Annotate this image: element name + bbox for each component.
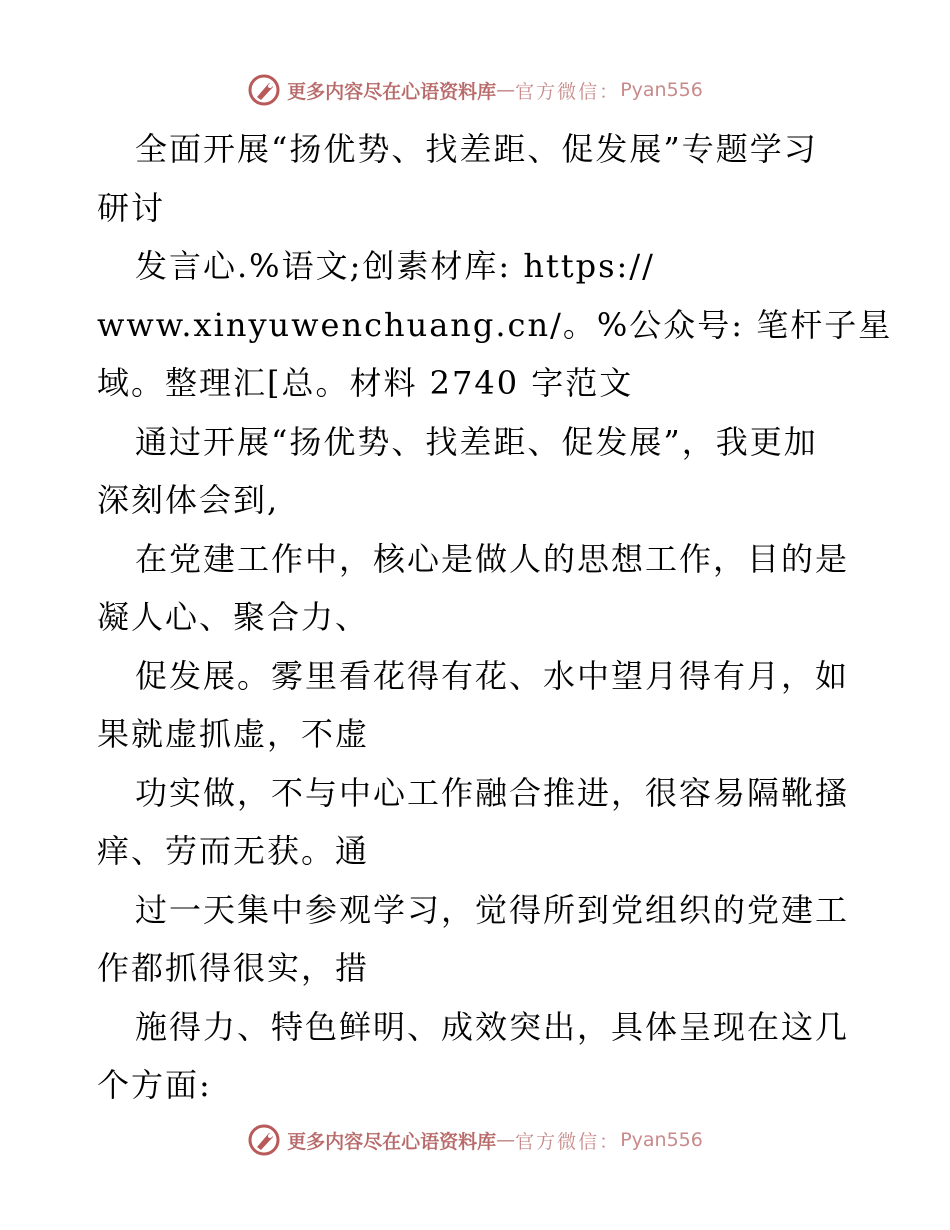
text-line: 作都抓得很实，措 xyxy=(97,949,370,987)
banner-wechat-label: 官方微信： xyxy=(515,1130,621,1153)
banner-site-name: 更多内容尽在心语资料库 xyxy=(287,80,497,103)
footer-banner xyxy=(0,1120,950,1160)
text-line: 发言心.%语文;创素材库: https:// xyxy=(135,247,655,285)
text-line: 过一天集中参观学习，觉得所到党组织的党建工 xyxy=(135,890,850,929)
text-line: 深刻体会到, xyxy=(97,481,280,519)
text-line: 域。整理汇[总。材料 2740 字范文 xyxy=(97,364,634,402)
pen-nib-logo-icon xyxy=(247,1123,281,1157)
banner-wechat-id: Pyan556 xyxy=(620,1129,703,1151)
text-line: 个方面: xyxy=(97,1066,212,1104)
text-line: 通过开展“扬优势、找差距、促发展”，我更加 xyxy=(135,422,818,461)
banner-site-name: 更多内容尽在心语资料库 xyxy=(287,1130,497,1153)
banner-wechat-label: 官方微信： xyxy=(515,80,621,103)
text-line: 在党建工作中，核心是做人的思想工作，目的是 xyxy=(135,539,850,578)
text-line: 功实做，不与中心工作融合推进，很容易隔靴搔 xyxy=(135,773,850,812)
text-line: 凝人心、聚合力、 xyxy=(97,598,370,636)
text-line: www.xinyuwenchuang.cn/。%公众号: 笔杆子星 xyxy=(97,305,893,344)
document-body xyxy=(97,120,893,1115)
text-line: 全面开展“扬优势、找差距、促发展”专题学习 xyxy=(135,130,818,168)
text-line: 果就虚抓虚，不虚 xyxy=(97,715,370,753)
banner-dash: — xyxy=(496,79,516,101)
banner-dash: — xyxy=(496,1129,516,1151)
text-line: 研讨 xyxy=(97,188,166,227)
text-line: 痒、劳而无获。通 xyxy=(97,832,370,870)
text-line: 促发展。雾里看花得有花、水中望月得有月，如 xyxy=(135,656,850,695)
banner-wechat-id: Pyan556 xyxy=(620,79,703,101)
text-line: 施得力、特色鲜明、成效突出，具体呈现在这几 xyxy=(135,1007,850,1046)
header-banner xyxy=(0,70,950,110)
pen-nib-logo-icon xyxy=(247,73,281,107)
